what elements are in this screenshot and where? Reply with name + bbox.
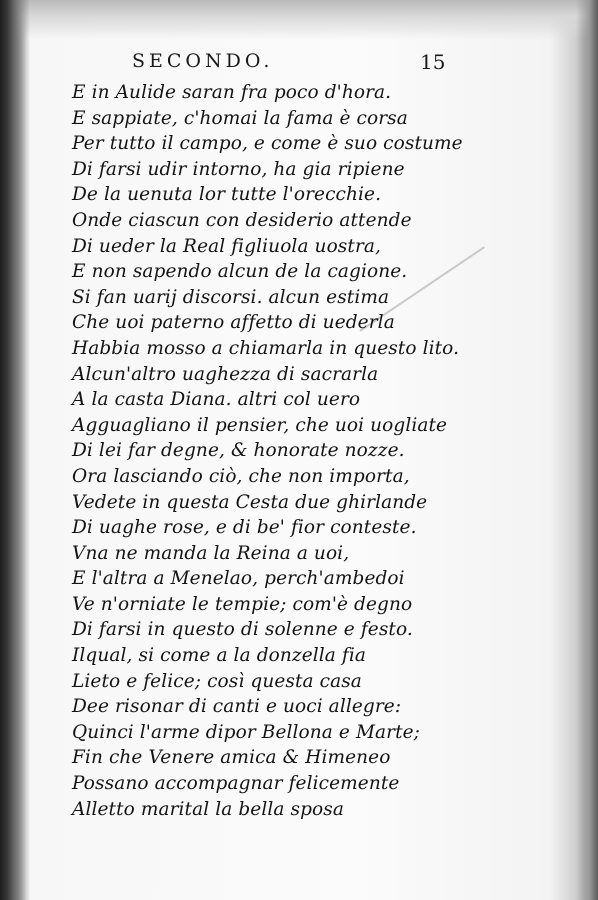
verse-line: Quinci l'arme dipor Bellona e Marte; [72,721,420,743]
page-right-edge [576,0,598,900]
verse-line: Ilqual, si come a la donzella fia [72,645,367,667]
page-number: 15 [420,50,446,74]
page-top-edge [0,0,598,40]
verse-line: Si fan uarij discorsi. alcun estima [72,286,390,308]
verse-line: E non sapendo alcun de la cagione. [72,261,408,283]
verse-line: A la casta Diana. altri col uero [72,389,361,411]
verse-line: E in Aulide saran fra poco d'hora. [72,82,392,103]
verse-line: Di farsi udir intorno, ha gia ripiene [72,158,405,180]
verse-line: Di ueder la Real figliuola uostra, [72,235,381,257]
verse-line: Per tutto il campo, e come è suo costume [72,133,463,155]
verse-line: Possano accompagnar felicemente [72,773,400,795]
verse-line: Dee risonar di canti e uoci allegre: [72,696,402,718]
verse-line: Di uaghe rose, e di be' fior conteste. [72,517,417,539]
verse-line: Di farsi in questo di solenne e festo. [72,619,413,641]
verse-line: Di lei far degne, & honorate nozze. [72,440,405,462]
verse-line: Ve n'orniate le tempie; com'è degno [72,593,413,615]
verse-line: Che uoi paterno affetto di uederla [72,312,395,334]
running-head [66,50,536,80]
page-text-block [66,50,536,822]
verse-line: Lieto e felice; così questa casa [72,670,362,692]
running-title: SECONDO. [132,50,274,72]
verse-line: Alletto marital la bella sposa [72,798,344,820]
verse-line: Vna ne manda la Reina a uoi, [72,542,350,564]
verse-line: Agguagliano il pensier, che uoi uogliate [72,414,448,436]
verse-line: Habbia mosso a chiamarla in questo lito. [72,337,460,359]
verse-line: Fin che Venere amica & Himeneo [72,747,391,769]
verse-line: De la uenuta lor tutte l'orecchie. [72,184,382,206]
verse-line: Alcun'altro uaghezza di sacrarla [72,363,379,385]
verse-list [66,80,536,822]
verse-line: Onde ciascun con desiderio attende [72,209,412,231]
binding-shadow [0,0,30,900]
verse-line: E sappiate, c'homai la fama è corsa [72,107,408,129]
verse-line: Ora lasciando ciò, che non importa, [72,465,410,487]
verse-line: E l'altra a Menelao, perch'ambedoi [72,568,405,590]
verse-line: Vedete in questa Cesta due ghirlande [72,491,428,513]
